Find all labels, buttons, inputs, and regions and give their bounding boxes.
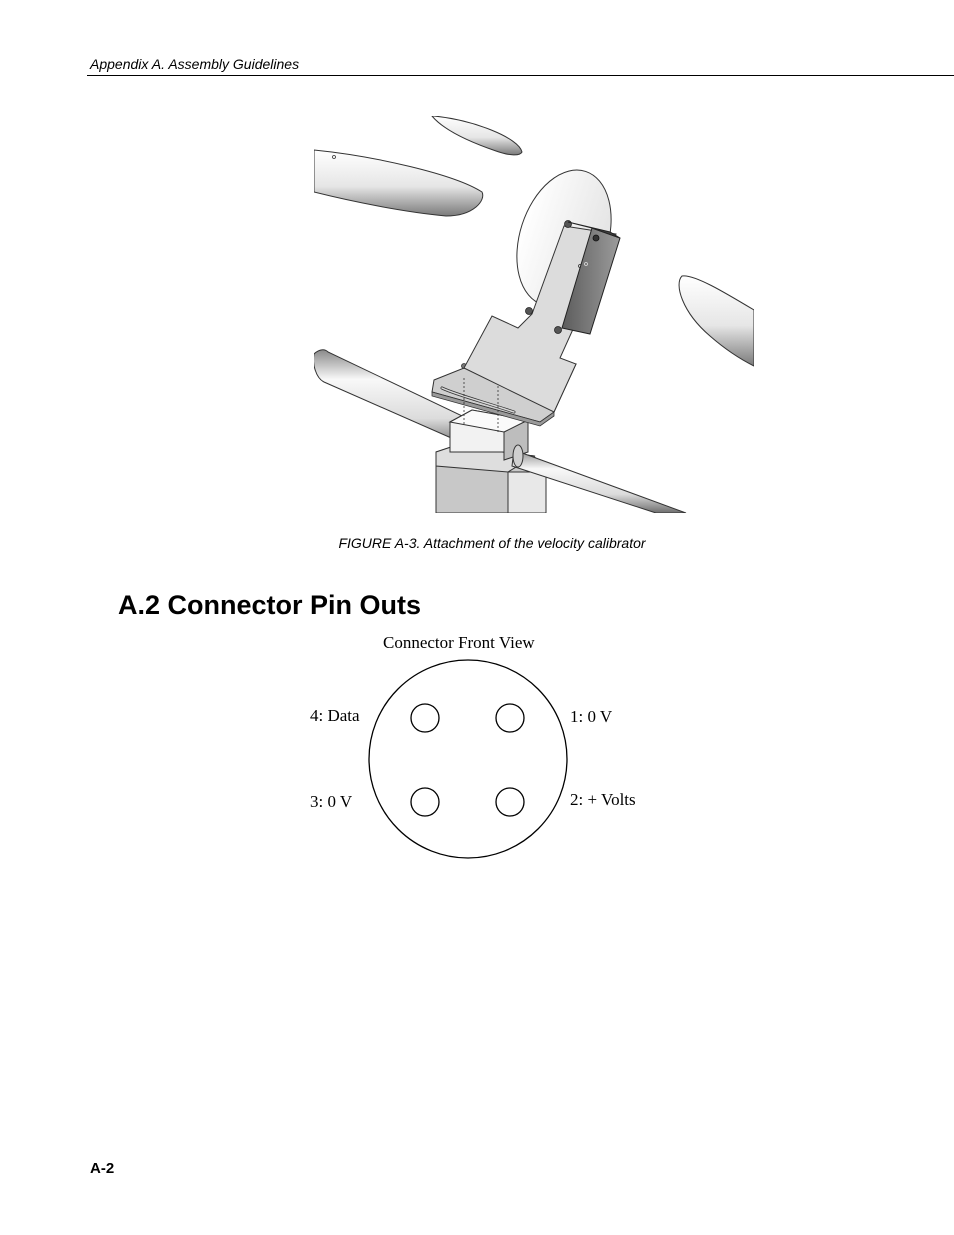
pin-3-label: 3: 0 V [310,792,353,811]
running-head: Appendix A. Assembly Guidelines [90,56,300,72]
right-transducer-arm [679,276,754,366]
left-transducer-arm [314,150,483,216]
pin-2-socket [496,788,524,816]
velocity-calibrator-illustration [314,116,754,513]
page-number: A-2 [90,1160,115,1177]
connector-pinout-diagram [300,628,680,868]
pin-1-label: 1: 0 V [570,707,613,726]
header-rule [87,75,954,76]
figure-caption: FIGURE A-3. Attachment of the velocity calibrator [338,535,646,551]
pin-4-socket [411,704,439,732]
connector-outline [369,660,567,858]
upper-transducer-arm [432,116,522,155]
pin-3-socket [411,788,439,816]
section-title: A.2 Connector Pin Outs [118,590,422,620]
pin-4-label: 4: Data [310,706,360,725]
pin-2-label: 2: + Volts [570,790,636,809]
pin-1-socket [496,704,524,732]
connector-diagram-title: Connector Front View [383,633,535,652]
